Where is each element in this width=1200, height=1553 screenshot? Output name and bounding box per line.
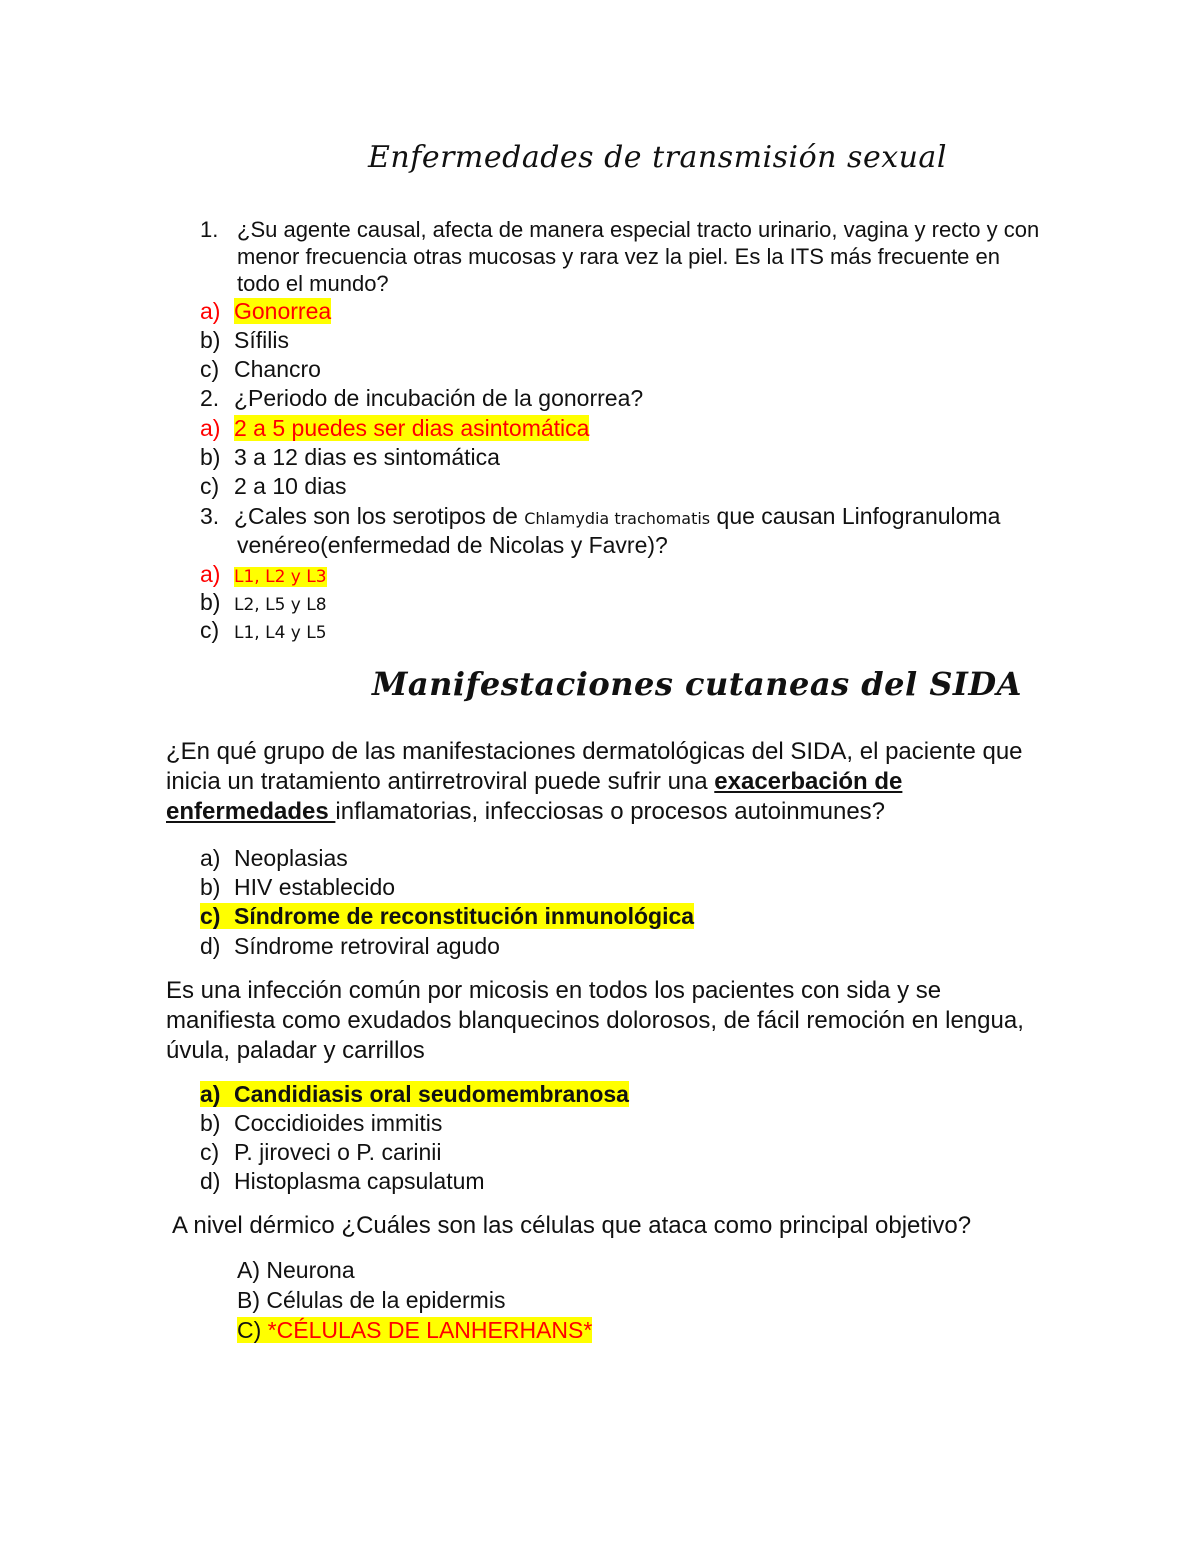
- question-3-line-2: venéreo(enfermedad de Nicolas y Favre)?: [237, 532, 668, 558]
- option-letter: c): [200, 356, 220, 382]
- option-text: Histoplasma capsulatum: [234, 1168, 485, 1194]
- option-letter: c): [200, 473, 220, 499]
- q6-option-c: [237, 1315, 592, 1345]
- option-letter: b): [200, 444, 221, 470]
- q5-option-c: [200, 1137, 442, 1167]
- option-text: Síndrome retroviral agudo: [234, 933, 500, 959]
- answer-highlight: [200, 1081, 629, 1107]
- question-4-line-1: ¿En qué grupo de las manifestaciones dermatológicas del SIDA, el paciente que: [166, 738, 1023, 765]
- answer-highlight: [200, 903, 694, 929]
- question-5-line-2: manifiesta como exudados blanquecinos dolorosos, de fácil remoción en lengua,: [166, 1007, 1024, 1034]
- option-letter: a): [200, 1081, 221, 1107]
- option-text: Candidiasis oral seudomembranosa: [234, 1081, 629, 1107]
- q6-option-b: B) Células de la epidermis: [237, 1287, 506, 1313]
- option-text: Síndrome de reconstitución inmunológica: [234, 903, 695, 929]
- question-text: ¿Cales son los serotipos de: [234, 503, 525, 529]
- option-text: Neoplasias: [234, 845, 348, 871]
- q1-option-c: [200, 354, 321, 384]
- q4-option-c: [200, 901, 694, 931]
- option-letter: a): [200, 415, 221, 441]
- q2-option-a: [200, 413, 589, 443]
- question-4-line-2: [166, 767, 902, 797]
- option-letter: b): [200, 1110, 221, 1136]
- option-text: P. jiroveci o P. carinii: [234, 1139, 442, 1165]
- question-4-line-3: [166, 797, 885, 827]
- q4-option-a: [200, 843, 348, 873]
- emphasis-text: enfermedades: [166, 798, 336, 825]
- question-text: inflamatorias, infecciosas o procesos autoinmunes?: [335, 798, 886, 825]
- option-letter: b): [200, 327, 221, 353]
- answer-highlight: Gonorrea: [234, 298, 332, 324]
- option-text: HIV establecido: [234, 874, 396, 900]
- q2-option-c: [200, 471, 347, 501]
- question-number: 2.: [200, 385, 220, 411]
- option-text: Sífilis: [234, 327, 289, 353]
- q2-option-b: [200, 442, 500, 472]
- option-text: *CÉLULAS DE LANHERHANS*: [261, 1317, 593, 1343]
- option-letter: c): [200, 903, 221, 929]
- option-letter: b): [200, 589, 221, 615]
- question-5-line-1: Es una infección común por micosis en todos los pacientes con sida y se: [166, 977, 942, 1004]
- option-text: Coccidioides immitis: [234, 1110, 443, 1136]
- option-letter: d): [200, 1168, 221, 1194]
- option-text: 2 a 10 dias: [234, 473, 347, 499]
- q5-option-d: [200, 1166, 485, 1196]
- option-letter: c): [200, 617, 220, 643]
- question-2: [200, 383, 643, 413]
- option-letter: a): [200, 298, 221, 324]
- answer-highlight: [237, 1317, 592, 1343]
- q1-option-a: [200, 296, 331, 326]
- question-text: ¿Periodo de incubación de la gonorrea?: [234, 385, 644, 411]
- species-name: Chlamydia trachomatis: [524, 509, 711, 528]
- option-text: 3 a 12 dias es sintomática: [234, 444, 500, 470]
- section-title-ets: Enfermedades de transmisión sexual: [368, 140, 947, 175]
- question-number: 3.: [200, 503, 220, 529]
- section-title-sida: Manifestaciones cutaneas del SIDA: [372, 665, 1022, 703]
- question-text: inicia un tratamiento antirretroviral puede sufrir una: [166, 768, 715, 795]
- option-letter: a): [200, 561, 221, 587]
- q4-option-d: [200, 931, 500, 961]
- question-text: que causan Linfogranuloma: [710, 503, 1001, 529]
- question-6: A nivel dérmico ¿Cuáles son las células que ataca como principal objetivo?: [172, 1212, 972, 1239]
- option-text: L2, L5 y L8: [234, 595, 327, 615]
- q3-option-c: [200, 615, 327, 648]
- question-1-line-2: menor frecuencia otras mucosas y rara vez la piel. Es la ITS más frecuente en: [237, 244, 1000, 269]
- q6-option-a: A) Neurona: [237, 1257, 355, 1283]
- answer-highlight: 2 a 5 puedes ser dias asintomática: [234, 415, 590, 441]
- question-1-number: 1.: [200, 217, 219, 242]
- question-1-line-3: todo el mundo?: [237, 271, 389, 296]
- option-letter: d): [200, 933, 221, 959]
- q4-option-b: [200, 872, 395, 902]
- q1-option-b: [200, 325, 289, 355]
- option-letter: C): [237, 1317, 262, 1343]
- question-5-line-3: úvula, paladar y carrillos: [166, 1037, 425, 1064]
- option-text: Chancro: [234, 356, 321, 382]
- option-letter: b): [200, 874, 221, 900]
- option-letter: c): [200, 1139, 220, 1165]
- option-letter: a): [200, 845, 221, 871]
- question-1-line-1: ¿Su agente causal, afecta de manera especial tracto urinario, vagina y recto y con: [237, 217, 1040, 242]
- q5-option-b: [200, 1108, 442, 1138]
- emphasis-text: exacerbación de: [714, 768, 903, 795]
- option-text: L1, L4 y L5: [234, 623, 327, 643]
- q5-option-a: [200, 1079, 629, 1109]
- answer-highlight: L1, L2 y L3: [234, 567, 327, 587]
